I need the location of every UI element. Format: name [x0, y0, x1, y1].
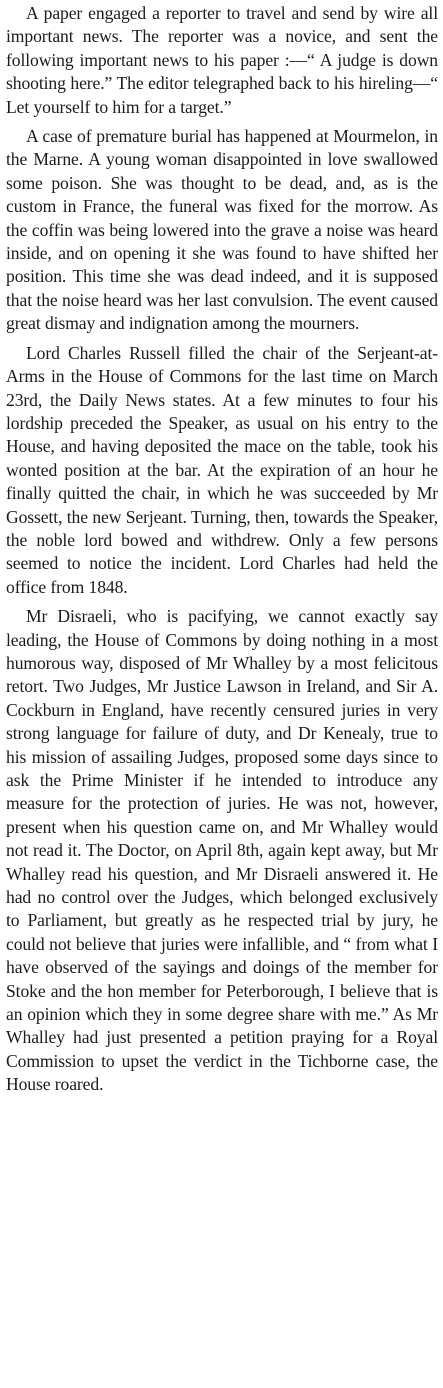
paragraph-serjeant-at-arms: Lord Charles Russell filled the chair of the Serjeant-at-Arms in the House of Commons for the last time on March 23rd, the Daily News states. At a few minutes to four his lordship preceded the Speaker, as usual on his entry to the House, and having deposited the mace on the table, took his wonted position at the bar. At the expiration of an hour he finally quitted the chair, in which he was succeeded by Mr Gossett, the new Serjeant. Turning, then, towards the Speaker, the noble lord bowed and withdrew. Only a few persons seemed to notice the incident. Lord Charles had held the office from 1848.	[6, 342, 438, 597]
paragraph-reporter-anecdote: A paper engaged a reporter to travel and send by wire all important news. The reporter was a novice, and sent the following important news to his paper :—“ A judge is down shooting here.” The editor telegraphed back to his hireling—“ Let yourself to him for a target.”	[6, 3, 438, 117]
newspaper-column	[6, 2, 438, 1097]
paragraph-premature-burial: A case of premature burial has happened at Mourmelon, in the Marne. A young woman disappointed in love swallowed some poison. She was thought to be dead, and, as is the custom in France, the funeral was fixed for the morrow. As the coffin was being lowered into the grave a noise was heard inside, and on opening it she was found to have shifted her position. This time she was dead indeed, and it is supposed that the noise heard was her last convulsion. The event caused great dismay and indignation among the mourners.	[6, 126, 438, 334]
paragraph-disraeli-retort: Mr Disraeli, who is pacifying, we cannot exactly say leading, the House of Commons by doing nothing in a most humorous way, disposed of Mr Whalley by a most felicitous retort. Two Judges, Mr Justice Lawson in Ireland, and Sir A. Cockburn in England, have recently censured juries in very strong language for failure of duty, and Dr Kenealy, true to his mission of assailing Judges, proposed some days since to ask the Prime Minister if he intended to introduce any measure for the protection of juries. He was not, however, present when his question came on, and Mr Whalley would not read it. The Doctor, on April 8th, again kept away, but Mr Whalley read his question, and Mr Disraeli answered it. He had no control over the Judges, which belonged exclusively to Parliament, but greatly as he respected trial by jury, he could not believe that juries were infallible, and “ from what I have observed of the sayings and doings of the member for Stoke and the hon member for Peterborough, I believe that is an opinion which they in some degree share with me.” As Mr Whalley had just presented a petition praying for a Royal Commission to upset the verdict in the Tichborne case, the House roared.	[6, 606, 438, 1095]
